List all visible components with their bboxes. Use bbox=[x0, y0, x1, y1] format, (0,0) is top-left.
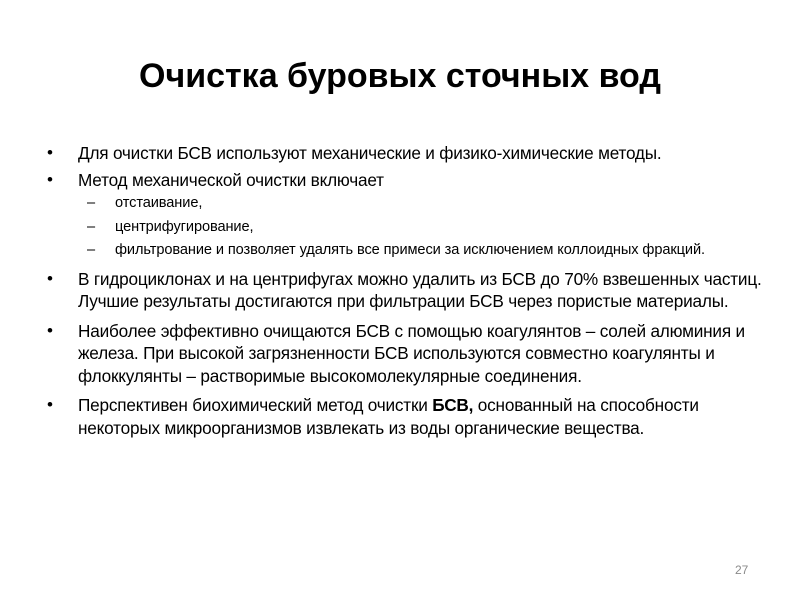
slide-body bbox=[47, 142, 767, 446]
bullet-item: • В гидроциклонах и на центрифугах можно удалить из БСВ до 70% взвешенных частиц. Лучшие результаты достигаются при фильтрации БСВ через пористые материалы. bbox=[47, 268, 767, 313]
bullet-text: основанный на способности некоторых микроорганизмов извлекать из воды органические вещества. bbox=[78, 395, 699, 438]
bullet-bold-text: БСВ, bbox=[432, 395, 474, 415]
slide-title: Очистка буровых сточных вод bbox=[139, 57, 661, 95]
sub-bullet-item: – фильтрование и позволяет удалять все примеси за исключением коллоидных фракций. bbox=[47, 242, 767, 260]
bullet-item bbox=[47, 394, 767, 439]
sub-bullet-item: – центрифугирование, bbox=[47, 219, 767, 237]
bullet-item: • Наиболее эффективно очищаются БСВ с помощью коагулянтов – солей алюминия и железа. При высокой загрязненности БСВ используются совместно коагулянты и флоккулянты – растворимые высокомолекулярные соединения. bbox=[47, 320, 767, 388]
bullet-item: • Для очистки БСВ используют механические и физико-химические методы. bbox=[47, 142, 767, 165]
bullet-item: • Метод механической очистки включает bbox=[47, 169, 767, 192]
sub-bullet-item: – отстаивание, bbox=[47, 195, 767, 213]
page-number: 27 bbox=[735, 563, 749, 577]
bullet-text: Перспективен биохимический метод очистки bbox=[78, 395, 433, 415]
